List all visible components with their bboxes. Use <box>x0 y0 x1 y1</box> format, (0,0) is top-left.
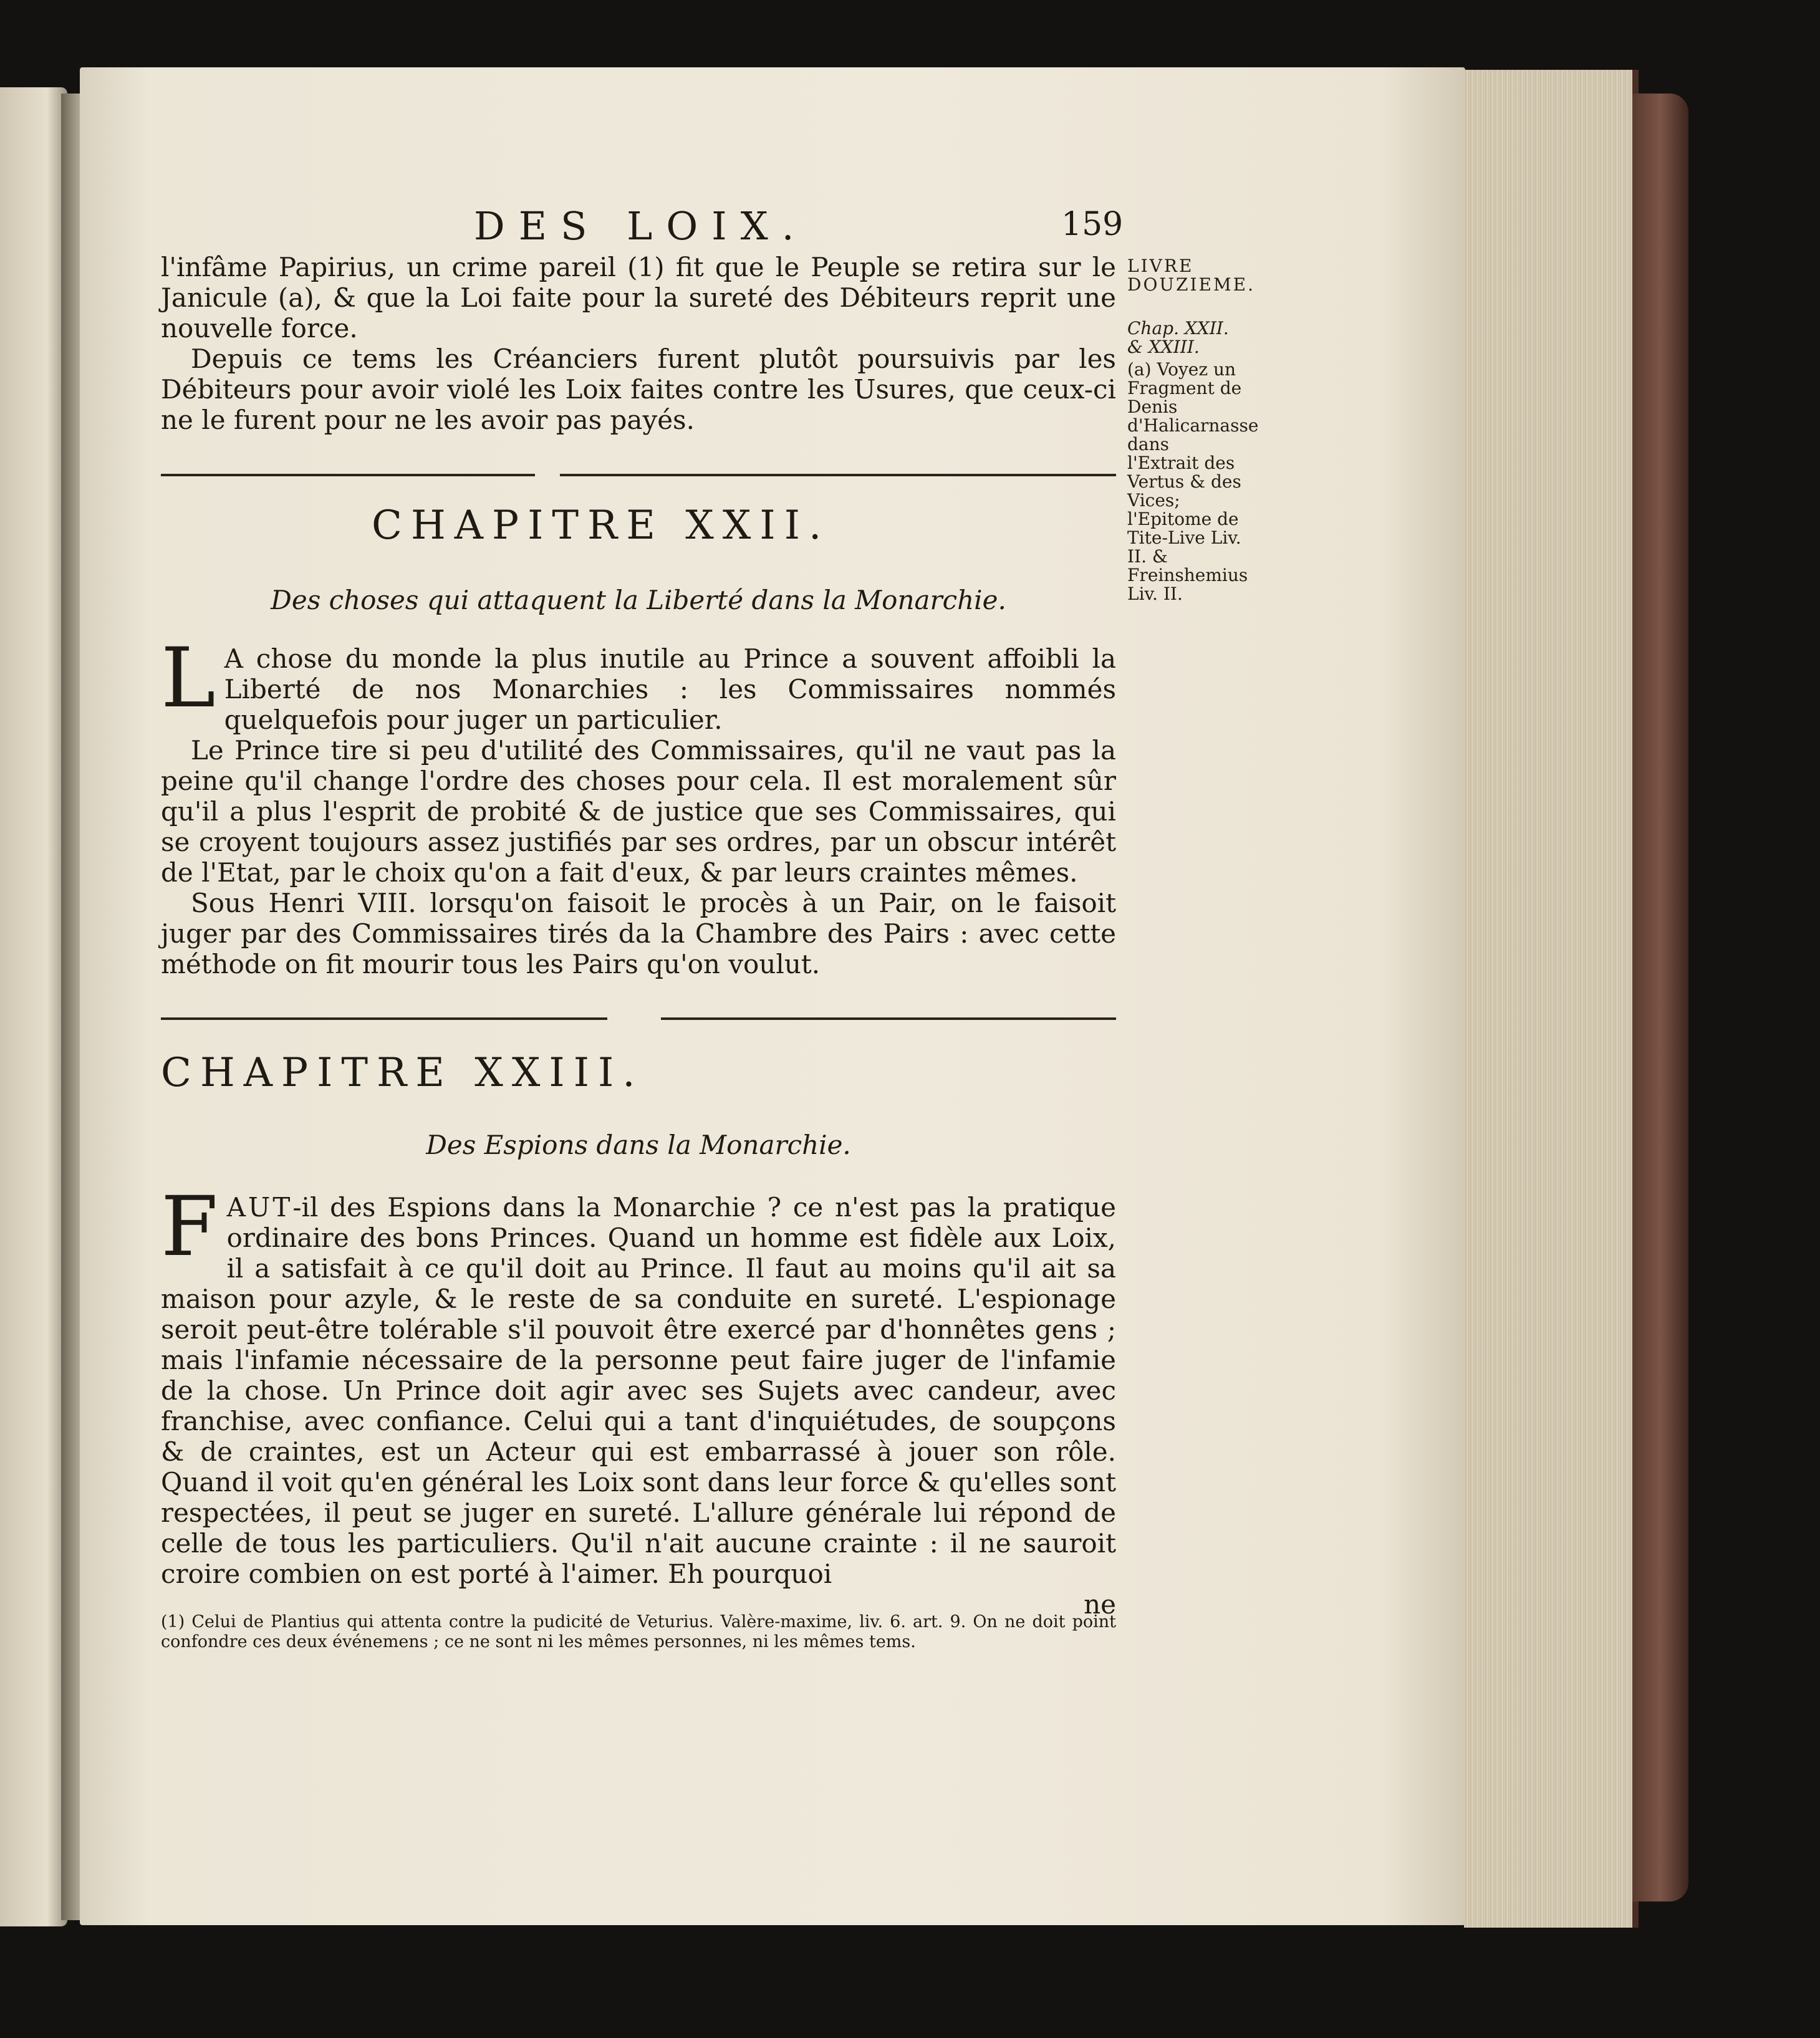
page-block-edges <box>1464 70 1639 1928</box>
intro-text <box>161 252 1116 435</box>
leather-cover <box>1632 94 1688 1901</box>
chapter-subtitle: Des choses qui attaquent la Liberté dans la Monarchie. <box>271 585 1006 615</box>
chapter-22-text <box>161 630 1116 979</box>
section-rule <box>661 1017 1116 1020</box>
chapter-23-paragraph-1: FAUT-il des Espions dans la Monarchie ? ce n'est pas la pratique ordinaire des bons Princes. Quand un homme est fidèle aux Loix, il a satisfait à ce qu'il doit au Prince. Il faut au moins qu'il ait sa maison pour azyle, & le reste de sa conduite en sureté. L'espionage seroit peut-être tolérable s'il pouvoit être exercé par d'honnêtes gens ; mais l'infamie nécessaire de la personne peut faire juger de l'infamie de la chose. Un Prince doit agir avec ses Sujets avec candeur, avec franchise, avec confiance. Celui qui a tant d'inquiétudes, de soupçons & de craintes, est un Acteur qui est embarrassé à jouer son rôle. Quand il voit qu'en général les Loix sont dans leur force & qu'elles sont respectées, il peut se juger en sureté. L'allure générale lui répond de celle de tous les particuliers. Qu'il n'ait aucune crainte : il ne sauroit croire combien on est porté à l'aimer. Eh pourquoi <box>161 1179 1116 1589</box>
catchword: ne <box>1084 1589 1116 1620</box>
chapter-22-paragraph-3: Sous Henri VIII. lorsqu'on faisoit le procès à un Pair, on le faisoit juger par des Commissaires tirés da la Chambre des Pairs : avec cette méthode on fit mourir tous les Pairs qu'on voulut. <box>161 888 1116 979</box>
margin-notes <box>1127 256 1259 604</box>
chapter-subtitle: Des Espions dans la Monarchie. <box>426 1130 851 1160</box>
chapter-heading: CHAPITRE XXII. <box>372 502 831 549</box>
footnote: (1) Celui de Plantius qui attenta contre la pudicité de Veturius. Valère-maxime, liv. 6. art. 9. On ne doit point confondre ces deux événemens ; ce ne sont ni les mêmes personnes, ni les mêmes tems. <box>161 1612 1116 1651</box>
drop-cap: F <box>161 1179 218 1275</box>
intro-paragraph-1: l'infâme Papirius, un crime pareil (1) fit que le Peuple se retira sur le Janicule (a), & que la Loi faite pour la sureté des Débiteurs reprit une nouvelle force. <box>161 252 1116 344</box>
chapter-22-paragraph-1: L A chose du monde la plus inutile au Prince a souvent affoibli la Liberté de nos Monarchies : les Commissaires nommés quelquefois pour juger un particulier. <box>161 630 1116 735</box>
page-number: 159 <box>1061 206 1124 243</box>
facing-page-edge <box>0 87 67 1926</box>
section-rule <box>161 474 535 476</box>
chapter-23-text <box>161 1179 1116 1620</box>
section-rule <box>560 474 1116 476</box>
intro-paragraph-2: Depuis ce tems les Créanciers furent plutôt poursuivis par les Débiteurs pour avoir violé les Loix faites contre les Usures, que ceux-ci ne le furent pour ne les avoir pas payés. <box>161 344 1116 435</box>
running-title: DES LOIX. <box>474 203 808 249</box>
margin-note-chapters: Chap. XXII. & XXIII. <box>1127 318 1229 357</box>
chapter-heading: CHAPITRE XXIII. <box>161 1050 644 1096</box>
margin-note-a: (a) Voyez un Fragment de Denis d'Halicarnasse dans l'Extrait des Vertus & des Vices; l'Epitome de Tite-Live Liv. II. & Freinshemius Liv. II. <box>1127 359 1259 604</box>
section-rule <box>161 1017 607 1020</box>
margin-note-book: LIVRE DOUZIEME. <box>1127 256 1255 295</box>
chapter-22-paragraph-2: Le Prince tire si peu d'utilité des Commissaires, qu'il ne vaut pas la peine qu'il change l'ordre des choses pour cela. Il est moralement sûr qu'il a plus l'esprit de probité & de justice que ses Commissaires, qui se croyent toujours assez justifiés par ses ordres, par un obscur intérêt de l'Etat, par le choix qu'on a fait d'eux, & par leurs craintes mêmes. <box>161 735 1116 888</box>
drop-cap: L <box>161 630 216 726</box>
